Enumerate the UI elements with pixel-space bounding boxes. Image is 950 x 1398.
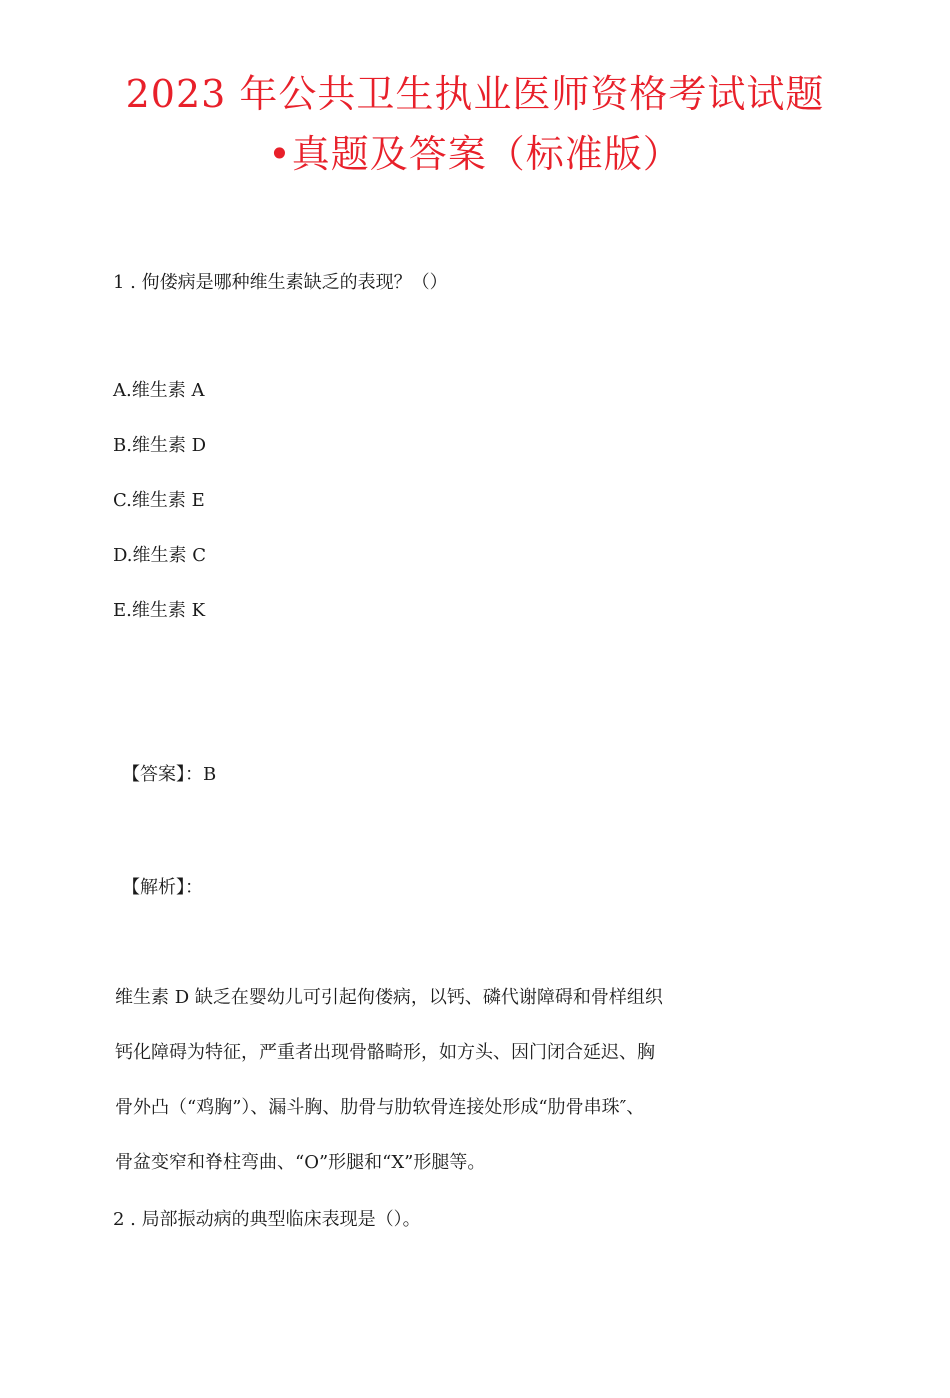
analysis-label: 【解析】： (122, 877, 203, 898)
analysis-paragraph-line: 钙化障碍为特征，严重者出现骨骼畸形，如方头、因门闭合延迟、胸 (115, 1042, 655, 1063)
option-c: C.维生素 E (113, 490, 205, 511)
option-e: E.维生素 K (113, 600, 206, 621)
question-1-text: 1 . 佝偻病是哪种维生素缺乏的表现？（） (113, 272, 448, 293)
analysis-paragraph-line: 维生素 D 缺乏在婴幼儿可引起佝偻病，以钙、磷代谢障碍和骨样组织 (115, 987, 663, 1008)
analysis-paragraph-line: 骨外凸（“鸡胸”）、漏斗胸、肋骨与肋软骨连接处形成“肋骨串珠″、 (115, 1097, 645, 1118)
option-a: A.维生素 A (113, 380, 205, 401)
document-title-line-2: •真题及答案（标准版） (268, 132, 682, 176)
analysis-paragraph-line: 骨盆变窄和脊柱弯曲、“O”形腿和“X”形腿等。 (115, 1152, 486, 1173)
option-b: B.维生素 D (113, 435, 207, 456)
document-title-line-1: 2023 年公共卫生执业医师资格考试试题 (125, 72, 825, 116)
question-2-text: 2 . 局部振动病的典型临床表现是（）。 (113, 1209, 421, 1230)
answer-line: 【答案】：B (122, 764, 217, 785)
option-d: D.维生素 C (113, 545, 207, 566)
